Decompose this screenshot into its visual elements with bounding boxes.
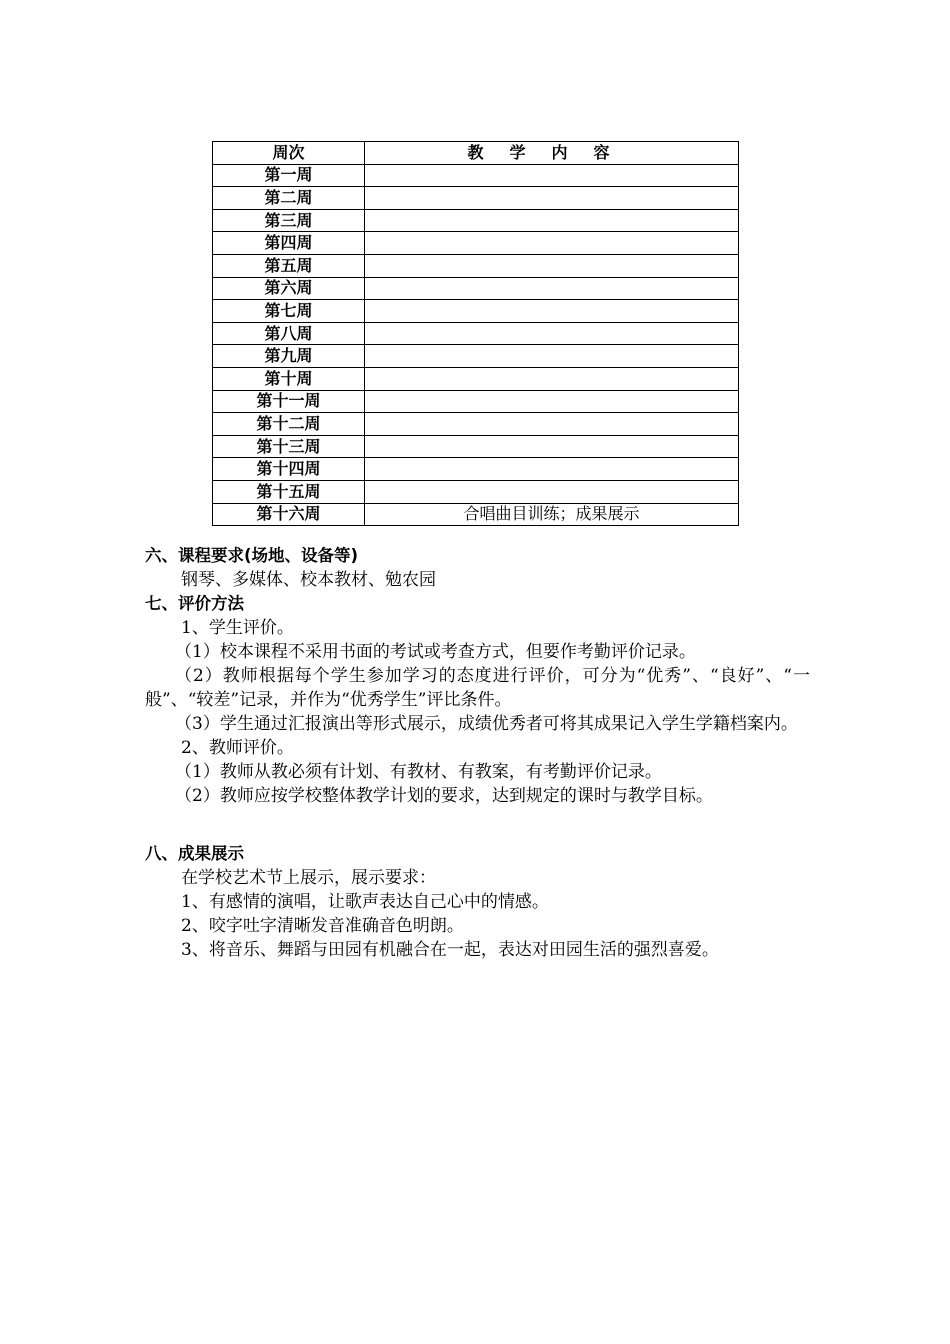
week-cell: 第十一周: [213, 390, 365, 413]
content-cell: 合唱曲目训练；成果展示: [365, 503, 739, 526]
content-cell: [365, 232, 739, 255]
student-eval-item-2: （2）教师根据每个学生参加学习的态度进行评价，可分为“优秀”、“良好”、“一般”、“较差”记录，并作为“优秀学生”评比条件。: [145, 666, 810, 710]
table-row: [213, 345, 739, 368]
content-cell: [365, 458, 739, 481]
table-row: [213, 277, 739, 300]
table-row: [213, 187, 739, 210]
table-row: [213, 232, 739, 255]
section8-item-2: 2、咬字吐字清晰发音准确音色明朗。: [181, 916, 464, 936]
table-row: [213, 300, 739, 323]
section8-heading: 八、成果展示: [145, 844, 244, 863]
section8-intro: 在学校艺术节上展示，展示要求：: [181, 868, 436, 888]
teacher-eval-item-2: （2）教师应按学校整体教学计划的要求，达到规定的课时与教学目标。: [175, 786, 713, 806]
week-cell: 第三周: [213, 209, 365, 232]
header-content: 教学内容: [365, 142, 739, 165]
table-row: [213, 164, 739, 187]
table-row: [213, 458, 739, 481]
table-row: [213, 435, 739, 458]
table-row: [213, 390, 739, 413]
table-row: [213, 480, 739, 503]
section7-heading: 七、评价方法: [145, 594, 244, 613]
content-cell: [365, 413, 739, 436]
section7: [145, 592, 810, 808]
table-row: [213, 367, 739, 390]
content-cell: [365, 164, 739, 187]
table-body: [213, 164, 739, 526]
section8-item-3: 3、将音乐、舞蹈与田园有机融合在一起，表达对田园生活的强烈喜爱。: [181, 940, 719, 960]
header-week: 周次: [213, 142, 365, 165]
week-cell: 第一周: [213, 164, 365, 187]
section8: [145, 842, 810, 962]
teacher-eval-item-1: （1）教师从教必须有计划、有教材、有教案，有考勤评价记录。: [175, 762, 662, 782]
week-cell: 第二周: [213, 187, 365, 210]
week-cell: 第十三周: [213, 435, 365, 458]
table-row: [213, 413, 739, 436]
student-eval-item-1: （1）校本课程不采用书面的考试或考查方式，但要作考勤评价记录。: [175, 642, 696, 662]
week-cell: 第十五周: [213, 480, 365, 503]
week-cell: 第十周: [213, 367, 365, 390]
content-cell: [365, 209, 739, 232]
content-cell: [365, 367, 739, 390]
week-cell: 第十六周: [213, 503, 365, 526]
content-cell: [365, 300, 739, 323]
weekly-schedule-table: [212, 141, 739, 526]
content-cell: [365, 480, 739, 503]
content-cell: [365, 322, 739, 345]
content-cell: [365, 390, 739, 413]
section6: [145, 544, 810, 592]
teacher-eval-title: 2、教师评价。: [181, 738, 294, 758]
section8-item-1: 1、有感情的演唱，让歌声表达自己心中的情感。: [181, 892, 549, 912]
student-eval-item-3: （3）学生通过汇报演出等形式展示，成绩优秀者可将其成果记入学生学籍档案内。: [175, 714, 798, 734]
week-cell: 第四周: [213, 232, 365, 255]
section6-body: 钢琴、多媒体、校本教材、勉农园: [181, 570, 436, 590]
week-cell: 第七周: [213, 300, 365, 323]
section6-heading: 六、课程要求(场地、设备等): [145, 546, 359, 565]
week-cell: 第六周: [213, 277, 365, 300]
content-cell: [365, 254, 739, 277]
content-cell: [365, 345, 739, 368]
content-cell: [365, 277, 739, 300]
week-cell: 第十四周: [213, 458, 365, 481]
table-row: [213, 209, 739, 232]
week-cell: 第九周: [213, 345, 365, 368]
content-cell: [365, 187, 739, 210]
week-cell: 第十二周: [213, 413, 365, 436]
table-row: [213, 254, 739, 277]
content-cell: [365, 435, 739, 458]
student-eval-title: 1、学生评价。: [181, 618, 294, 638]
table-row: [213, 503, 739, 526]
week-cell: 第五周: [213, 254, 365, 277]
table-header-row: [213, 142, 739, 165]
week-cell: 第八周: [213, 322, 365, 345]
table-row: [213, 322, 739, 345]
